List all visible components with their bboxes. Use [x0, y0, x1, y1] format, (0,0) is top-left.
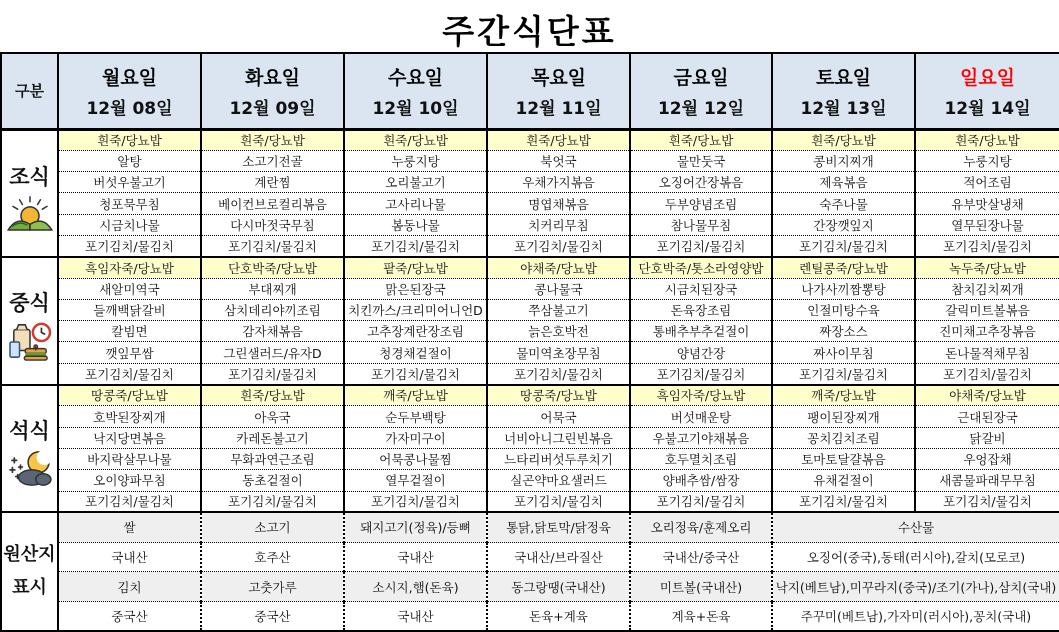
menu-cell-dinner-tuesday: 흰죽/당뇨밥 [201, 385, 344, 406]
origin-cell-tuesday: 고춧가루 [201, 572, 344, 602]
day-name: 토요일 [815, 67, 872, 90]
menu-cell-dinner-thursday: 실곤약마요샐러드 [487, 470, 630, 491]
menu-cell-lunch-sunday: 포기김치/물김치 [915, 363, 1059, 384]
menu-cell-dinner-wednesday: 열무겉절이 [344, 470, 487, 491]
menu-cell-breakfast-monday: 흰죽/당뇨밥 [58, 129, 201, 150]
menu-cell-lunch-monday: 흑임자죽/당뇨밥 [58, 257, 201, 278]
menu-cell-dinner-saturday: 유채겉절이 [772, 470, 915, 491]
menu-cell-breakfast-wednesday: 흰죽/당뇨밥 [344, 129, 487, 150]
category-label-lunch: 중식 [9, 290, 50, 315]
menu-cell-dinner-sunday: 닭갈비 [915, 427, 1059, 448]
menu-cell-lunch-thursday: 포기김치/물김치 [487, 363, 630, 384]
menu-cell-dinner-wednesday: 깨죽/당뇨밥 [344, 385, 487, 406]
day-date: 12월 09일 [229, 99, 316, 120]
menu-cell-dinner-sunday: 우엉잡채 [915, 448, 1059, 469]
menu-cell-lunch-sunday: 참치김치찌개 [915, 278, 1059, 299]
day-header-sunday [915, 53, 1059, 129]
menu-cell-breakfast-tuesday: 베이컨브로컬리볶음 [201, 193, 344, 214]
day-name: 일요일 [959, 67, 1016, 90]
menu-cell-lunch-friday: 양념간장 [630, 342, 772, 363]
category-cell-lunch [1, 257, 58, 385]
menu-cell-dinner-sunday: 근대된장국 [915, 406, 1059, 427]
origin-cell-weekend-merged: 낙지(베트남),미꾸라지(중국)/조기(가나),삼치(국내) [772, 572, 1059, 602]
menu-cell-lunch-thursday: 물미역초장무침 [487, 342, 630, 363]
header-row [1, 53, 1059, 129]
menu-cell-dinner-friday: 포기김치/물김치 [630, 491, 772, 512]
origin-cell-monday: 국내산 [58, 542, 201, 572]
menu-cell-lunch-tuesday: 감자채볶음 [201, 321, 344, 342]
breakfast-row [1, 214, 1059, 235]
menu-cell-lunch-sunday: 녹두죽/당뇨밥 [915, 257, 1059, 278]
day-header-friday [630, 53, 772, 129]
menu-cell-breakfast-friday: 포기김치/물김치 [630, 235, 772, 256]
menu-cell-lunch-wednesday: 팥죽/당뇨밥 [344, 257, 487, 278]
origin-cell-monday: 쌀 [58, 512, 201, 542]
menu-cell-lunch-tuesday: 단호박죽/당뇨밥 [201, 257, 344, 278]
menu-cell-dinner-friday: 버섯매운탕 [630, 406, 772, 427]
menu-cell-breakfast-thursday: 흰죽/당뇨밥 [487, 129, 630, 150]
meal-plan-table [0, 52, 1059, 632]
menu-cell-breakfast-thursday: 치커리무침 [487, 214, 630, 235]
menu-cell-lunch-sunday: 돈나물적채무침 [915, 342, 1059, 363]
menu-cell-lunch-wednesday: 맑은된장국 [344, 278, 487, 299]
menu-cell-breakfast-friday: 물만둣국 [630, 150, 772, 171]
menu-cell-dinner-monday: 포기김치/물김치 [58, 491, 201, 512]
menu-cell-breakfast-sunday: 흰죽/당뇨밥 [915, 129, 1059, 150]
menu-cell-breakfast-friday: 참나물무침 [630, 214, 772, 235]
menu-cell-dinner-friday: 양배추쌈/쌈장 [630, 470, 772, 491]
menu-cell-breakfast-friday: 오징어간장볶음 [630, 172, 772, 193]
category-label-dinner: 석식 [9, 419, 50, 444]
menu-cell-dinner-wednesday: 순두부백탕 [344, 406, 487, 427]
dinner-row [1, 406, 1059, 427]
day-date: 12월 10일 [372, 99, 459, 120]
menu-cell-breakfast-tuesday: 포기김치/물김치 [201, 235, 344, 256]
menu-cell-breakfast-monday: 시금치나물 [58, 214, 201, 235]
menu-cell-breakfast-sunday: 유부맛살냉채 [915, 193, 1059, 214]
menu-cell-lunch-monday: 칼빔면 [58, 321, 201, 342]
menu-cell-breakfast-sunday: 적어조림 [915, 172, 1059, 193]
origin-label-line1: 원산지 [3, 544, 56, 566]
menu-cell-breakfast-saturday: 포기김치/물김치 [772, 235, 915, 256]
menu-cell-dinner-tuesday: 포기김치/물김치 [201, 491, 344, 512]
menu-cell-dinner-monday: 호박된장찌개 [58, 406, 201, 427]
category-cell-origin [1, 512, 58, 631]
menu-cell-breakfast-wednesday: 포기김치/물김치 [344, 235, 487, 256]
menu-cell-dinner-thursday: 땅콩죽/당뇨밥 [487, 385, 630, 406]
breakfast-row [1, 150, 1059, 171]
menu-cell-lunch-friday: 포기김치/물김치 [630, 363, 772, 384]
menu-cell-breakfast-sunday: 누룽지탕 [915, 150, 1059, 171]
menu-cell-dinner-wednesday: 어묵콩나물찜 [344, 448, 487, 469]
menu-cell-dinner-tuesday: 아욱국 [201, 406, 344, 427]
lunch-bag-clock-icon [3, 321, 56, 361]
menu-cell-dinner-wednesday: 포기김치/물김치 [344, 491, 487, 512]
day-date: 12월 14일 [944, 99, 1031, 120]
menu-cell-breakfast-thursday: 명엽채볶음 [487, 193, 630, 214]
menu-cell-lunch-wednesday: 포기김치/물김치 [344, 363, 487, 384]
menu-cell-dinner-tuesday: 카레돈불고기 [201, 427, 344, 448]
menu-cell-breakfast-wednesday: 오리불고기 [344, 172, 487, 193]
menu-cell-breakfast-saturday: 제육볶음 [772, 172, 915, 193]
origin-cell-tuesday: 중국산 [201, 601, 344, 631]
menu-cell-dinner-friday: 호두멸치조림 [630, 448, 772, 469]
origin-cell-friday: 국내산/중국산 [630, 542, 772, 572]
origin-row [1, 572, 1059, 602]
dinner-row [1, 470, 1059, 491]
day-date: 12월 13일 [800, 99, 887, 120]
menu-cell-dinner-thursday: 느타리버섯두루치기 [487, 448, 630, 469]
menu-cell-dinner-saturday: 깨죽/당뇨밥 [772, 385, 915, 406]
menu-cell-lunch-friday: 단호박죽/톳소라영양밥 [630, 257, 772, 278]
menu-cell-lunch-wednesday: 청경채겉절이 [344, 342, 487, 363]
menu-cell-breakfast-wednesday: 봄동나물 [344, 214, 487, 235]
origin-cell-thursday: 동그랑땡(국내산) [487, 572, 630, 602]
origin-cell-friday: 계육+돈육 [630, 601, 772, 631]
origin-cell-monday: 중국산 [58, 601, 201, 631]
menu-cell-lunch-saturday: 포기김치/물김치 [772, 363, 915, 384]
menu-cell-dinner-wednesday: 가자미구이 [344, 427, 487, 448]
lunch-row [1, 321, 1059, 342]
menu-cell-breakfast-tuesday: 흰죽/당뇨밥 [201, 129, 344, 150]
menu-cell-dinner-tuesday: 무화과연근조림 [201, 448, 344, 469]
menu-cell-breakfast-tuesday: 소고기전골 [201, 150, 344, 171]
menu-cell-breakfast-tuesday: 계란찜 [201, 172, 344, 193]
menu-cell-dinner-saturday: 포기김치/물김치 [772, 491, 915, 512]
menu-cell-dinner-sunday: 야채죽/당뇨밥 [915, 385, 1059, 406]
menu-cell-lunch-wednesday: 고추장계란장조림 [344, 321, 487, 342]
menu-cell-dinner-thursday: 포기김치/물김치 [487, 491, 630, 512]
day-header-tuesday [201, 53, 344, 129]
menu-cell-breakfast-saturday: 간장깻잎지 [772, 214, 915, 235]
menu-cell-dinner-tuesday: 동초겉절이 [201, 470, 344, 491]
origin-row [1, 542, 1059, 572]
menu-cell-breakfast-wednesday: 고사리나물 [344, 193, 487, 214]
origin-cell-tuesday: 소고기 [201, 512, 344, 542]
day-name: 화요일 [244, 67, 301, 90]
menu-cell-dinner-monday: 바지락살무나물 [58, 448, 201, 469]
origin-cell-monday: 김치 [58, 572, 201, 602]
breakfast-row [1, 235, 1059, 256]
menu-cell-lunch-tuesday: 그린샐러드/유자D [201, 342, 344, 363]
origin-cell-tuesday: 호주산 [201, 542, 344, 572]
breakfast-row [1, 172, 1059, 193]
origin-cell-weekend-merged: 오징어(중국),동태(러시아),갈치(모로코) [772, 542, 1059, 572]
menu-cell-lunch-friday: 시금치된장국 [630, 278, 772, 299]
menu-cell-lunch-thursday: 콩나물국 [487, 278, 630, 299]
lunch-row [1, 278, 1059, 299]
origin-cell-thursday: 돈육+계육 [487, 601, 630, 631]
menu-cell-dinner-monday: 오이양파무침 [58, 470, 201, 491]
menu-cell-lunch-monday: 새알미역국 [58, 278, 201, 299]
menu-cell-lunch-sunday: 갈릭미트볼볶음 [915, 299, 1059, 320]
category-cell-dinner [1, 385, 58, 513]
menu-cell-dinner-thursday: 너비아니그린빈볶음 [487, 427, 630, 448]
menu-cell-lunch-saturday: 짜장소스 [772, 321, 915, 342]
menu-cell-lunch-thursday: 쭈삼불고기 [487, 299, 630, 320]
origin-cell-friday: 미트볼(국내산) [630, 572, 772, 602]
sunrise-field-icon [3, 195, 56, 231]
menu-cell-dinner-sunday: 포기김치/물김치 [915, 491, 1059, 512]
menu-cell-breakfast-friday: 두부양념조림 [630, 193, 772, 214]
day-name: 수요일 [387, 67, 444, 90]
menu-cell-dinner-monday: 땅콩죽/당뇨밥 [58, 385, 201, 406]
menu-cell-lunch-friday: 돈육장조림 [630, 299, 772, 320]
lunch-row [1, 363, 1059, 384]
day-header-saturday [772, 53, 915, 129]
menu-cell-dinner-thursday: 어묵국 [487, 406, 630, 427]
breakfast-row [1, 129, 1059, 150]
breakfast-row [1, 193, 1059, 214]
origin-cell-thursday: 통닭,닭토막/닭정육 [487, 512, 630, 542]
origin-cell-wednesday: 돼지고기(정육)/등뼈 [344, 512, 487, 542]
menu-cell-lunch-monday: 들깨백닭갈비 [58, 299, 201, 320]
dinner-row [1, 448, 1059, 469]
origin-cell-weekend-merged: 수산물 [772, 512, 1059, 542]
origin-label-line2: 표시 [12, 576, 47, 598]
menu-cell-breakfast-thursday: 우채가지볶음 [487, 172, 630, 193]
lunch-row [1, 342, 1059, 363]
menu-cell-breakfast-thursday: 북엇국 [487, 150, 630, 171]
origin-row [1, 512, 1059, 542]
day-header-thursday [487, 53, 630, 129]
dinner-row [1, 491, 1059, 512]
table-body [1, 129, 1059, 631]
menu-cell-breakfast-tuesday: 다시마젓국무침 [201, 214, 344, 235]
menu-cell-breakfast-wednesday: 누룽지탕 [344, 150, 487, 171]
menu-cell-breakfast-monday: 포기김치/물김치 [58, 235, 201, 256]
origin-cell-wednesday: 국내산 [344, 542, 487, 572]
day-name: 목요일 [530, 67, 587, 90]
menu-cell-lunch-saturday: 나가사끼짬뽕탕 [772, 278, 915, 299]
corner-cell-gubun: 구분 [1, 53, 58, 129]
table-header [1, 53, 1059, 129]
day-date: 12월 08일 [86, 99, 173, 120]
day-date: 12월 11일 [515, 99, 602, 120]
day-name: 금요일 [673, 67, 729, 90]
lunch-row [1, 299, 1059, 320]
menu-cell-dinner-saturday: 팽이된장찌개 [772, 406, 915, 427]
menu-cell-lunch-wednesday: 치킨까스/크리미어니언D [344, 299, 487, 320]
menu-cell-lunch-tuesday: 삼치데리야끼조림 [201, 299, 344, 320]
menu-cell-breakfast-monday: 버섯우불고기 [58, 172, 201, 193]
day-name: 월요일 [101, 67, 158, 90]
menu-cell-dinner-monday: 낙지당면볶음 [58, 427, 201, 448]
origin-cell-weekend-merged: 주꾸미(베트남),가자미(러시아),꽁치(국내) [772, 601, 1059, 631]
menu-cell-breakfast-saturday: 숙주나물 [772, 193, 915, 214]
menu-cell-lunch-saturday: 렌틸콩죽/당뇨밥 [772, 257, 915, 278]
menu-cell-dinner-sunday: 새콤물파래무무침 [915, 470, 1059, 491]
menu-cell-lunch-thursday: 늙은호박전 [487, 321, 630, 342]
origin-cell-friday: 오리정육/훈제오리 [630, 512, 772, 542]
menu-cell-dinner-friday: 흑임자죽/당뇨밥 [630, 385, 772, 406]
origin-cell-thursday: 국내산/브라질산 [487, 542, 630, 572]
menu-cell-lunch-sunday: 진미채고추장볶음 [915, 321, 1059, 342]
category-cell-breakfast [1, 129, 58, 257]
menu-cell-breakfast-monday: 알탕 [58, 150, 201, 171]
menu-cell-lunch-tuesday: 포기김치/물김치 [201, 363, 344, 384]
origin-cell-wednesday: 국내산 [344, 601, 487, 631]
dinner-row [1, 385, 1059, 406]
day-date: 12월 12일 [657, 99, 745, 120]
menu-cell-breakfast-monday: 청포묵무침 [58, 193, 201, 214]
origin-row [1, 601, 1059, 631]
day-header-wednesday [344, 53, 487, 129]
menu-cell-dinner-saturday: 꽁치김치조림 [772, 427, 915, 448]
day-header-monday [58, 53, 201, 129]
moon-cloud-stars-icon [3, 449, 56, 487]
menu-cell-dinner-saturday: 토마토달걀볶음 [772, 448, 915, 469]
menu-cell-breakfast-sunday: 포기김치/물김치 [915, 235, 1059, 256]
menu-cell-lunch-saturday: 인절미탕수육 [772, 299, 915, 320]
menu-cell-lunch-tuesday: 부대찌개 [201, 278, 344, 299]
menu-cell-lunch-monday: 포기김치/물김치 [58, 363, 201, 384]
dinner-row [1, 427, 1059, 448]
category-label-breakfast: 조식 [9, 165, 50, 190]
menu-cell-breakfast-friday: 흰죽/당뇨밥 [630, 129, 772, 150]
menu-cell-lunch-saturday: 짜사이무침 [772, 342, 915, 363]
menu-cell-breakfast-saturday: 흰죽/당뇨밥 [772, 129, 915, 150]
menu-cell-lunch-thursday: 야채죽/당뇨밥 [487, 257, 630, 278]
menu-cell-breakfast-thursday: 포기김치/물김치 [487, 235, 630, 256]
origin-cell-wednesday: 소시지,햄(돈육) [344, 572, 487, 602]
menu-cell-lunch-monday: 깻잎무쌈 [58, 342, 201, 363]
page-title: 주간식단표 [442, 12, 617, 51]
menu-cell-breakfast-sunday: 열무된장나물 [915, 214, 1059, 235]
menu-cell-lunch-friday: 통배추부추겉절이 [630, 321, 772, 342]
lunch-row [1, 257, 1059, 278]
menu-cell-breakfast-saturday: 콩비지찌개 [772, 150, 915, 171]
menu-cell-dinner-friday: 우불고기야채볶음 [630, 427, 772, 448]
